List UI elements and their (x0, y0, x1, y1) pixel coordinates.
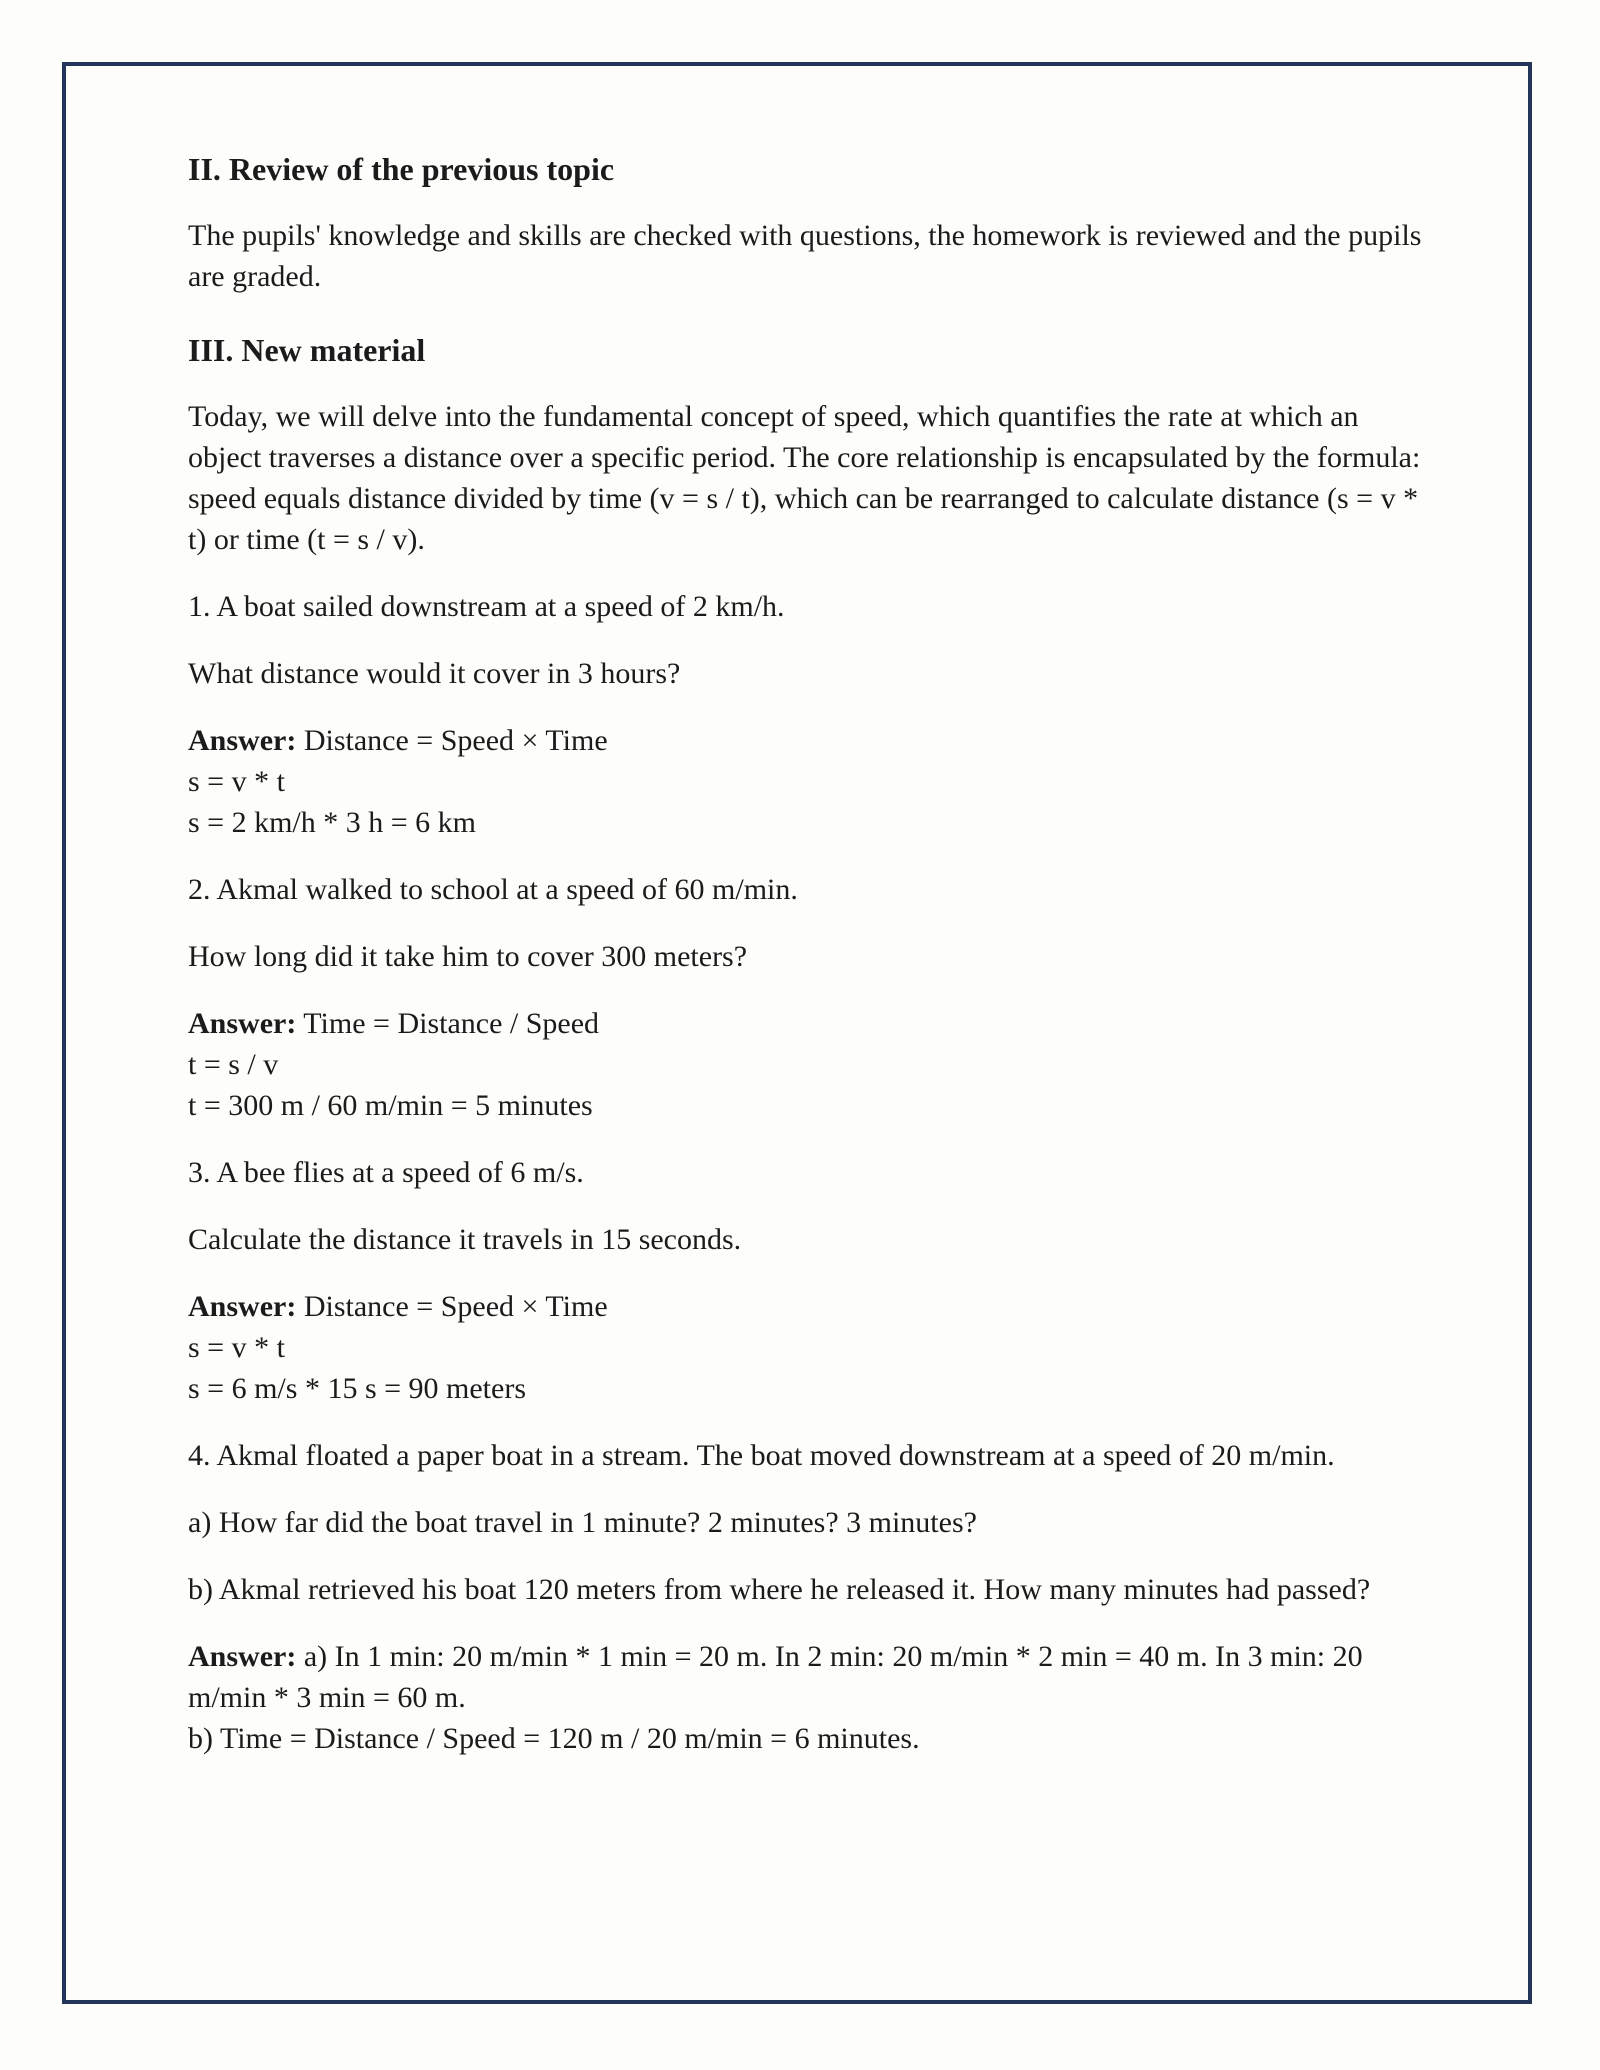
problem-question: Calculate the distance it travels in 15 seconds. (188, 1223, 742, 1256)
new-material-intro: Today, we will delve into the fundamental concept of speed, which quantifies the rate at which an object traverses a distance over a specific period. The core relationship is encapsulated by the formula: speed equals distance divided by time (v = s / t), which can be rearranged to calculate distance (s = v * t) or time (t = s / v). (188, 400, 1421, 556)
problem-statement: 2. Akmal walked to school at a speed of 60 m/min. (188, 873, 798, 906)
answer-block (188, 1003, 1438, 1044)
answer-part-b: b) Time = Distance / Speed = 120 m / 20 m/min = 6 minutes. (188, 1722, 920, 1755)
review-heading: II. Review of the previous topic (188, 151, 615, 187)
problem-statement: 4. Akmal floated a paper boat in a stream. The boat moved downstream at a speed of 20 m/min. (188, 1439, 1335, 1472)
answer-label: Answer: (188, 1640, 297, 1673)
problem-question-b: b) Akmal retrieved his boat 120 meters from where he released it. How many minutes had passed? (188, 1573, 1371, 1606)
answer-equation: s = v * t (188, 1331, 285, 1364)
problem-question: What distance would it cover in 3 hours? (188, 657, 681, 690)
new-material-heading: III. New material (188, 332, 426, 368)
answer-formula: Time = Distance / Speed (296, 1007, 600, 1040)
answer-block (188, 1286, 1438, 1327)
answer-block (188, 1636, 1438, 1718)
answer-label: Answer: (188, 1007, 297, 1040)
answer-equation: t = s / v (188, 1048, 279, 1081)
answer-calculation: t = 300 m / 60 m/min = 5 minutes (188, 1089, 593, 1122)
answer-block (188, 720, 1438, 761)
answer-label: Answer: (188, 1290, 297, 1323)
answer-formula: Distance = Speed × Time (296, 724, 608, 757)
answer-formula: Distance = Speed × Time (296, 1290, 608, 1323)
answer-equation: s = v * t (188, 765, 285, 798)
problem-statement: 1. A boat sailed downstream at a speed of 2 km/h. (188, 590, 785, 623)
answer-calculation: s = 6 m/s * 15 s = 90 meters (188, 1372, 526, 1405)
answer-calculation: s = 2 km/h * 3 h = 6 km (188, 806, 477, 839)
problem-question: How long did it take him to cover 300 meters? (188, 940, 748, 973)
document-content (188, 148, 1438, 1759)
answer-part-a: a) In 1 min: 20 m/min * 1 min = 20 m. In 2 min: 20 m/min * 2 min = 40 m. In 3 min: 20 m/min * 3 min = 60 m. (188, 1640, 1363, 1714)
answer-label: Answer: (188, 724, 297, 757)
problem-statement: 3. A bee flies at a speed of 6 m/s. (188, 1156, 584, 1189)
review-paragraph: The pupils' knowledge and skills are checked with questions, the homework is reviewed and the pupils are graded. (188, 219, 1422, 293)
problem-question-a: a) How far did the boat travel in 1 minute? 2 minutes? 3 minutes? (188, 1506, 977, 1539)
